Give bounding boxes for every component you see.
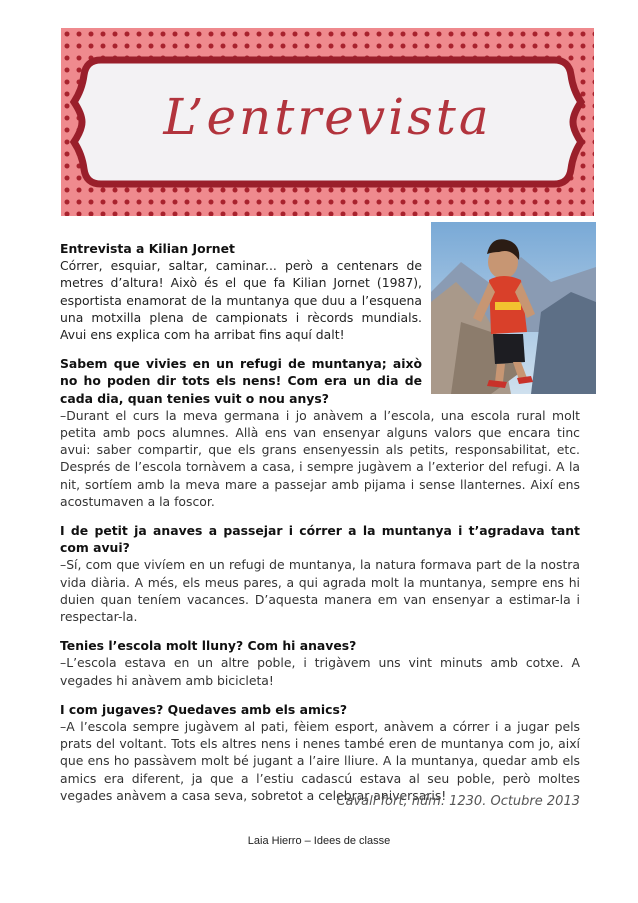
page-footer: Laia Hierro – Idees de classe xyxy=(247,835,391,847)
answer: –A l’escola sempre jugàvem al pati, fèiem esport, anàvem a córrer i a jugar pels prats del voltant. Tots els altres nens i nenes també eren de muntanya com jo, així que ens ho passàvem molt bé jugant a l’aire lliure. A la muntanya, quedar amb els amics era diferent, ja que a l’estiu cadascú estava al seu poble, però moltes vegades anàvem a casa seva, sobretot a celebrar aniversaris! xyxy=(60,719,580,803)
qa-item xyxy=(60,522,580,625)
answer: –L’escola estava en un altre poble, i trigàvem uns vint minuts amb cotxe. A vegades hi anàvem amb bicicleta! xyxy=(60,655,580,688)
title-banner xyxy=(61,28,594,216)
article-heading: Entrevista a Kilian Jornet xyxy=(60,241,235,256)
answer: –Durant el curs la meva germana i jo anàvem a l’escola, una escola rural molt petita amb pocs alumnes. Allà ens van ensenyar alguns valors que encara tinc avui: saber compartir, que els grans ensenyessin als petits, responsabilitat, etc. Després de l’escola tornàvem a casa, i sempre jugàvem a l’exterior del refugi. A la nit, sortíem amb la meva mare a passejar amb pijama i sense llanternes. Així ens acostumaven a la foscor. xyxy=(60,407,580,509)
source-citation: Cavall fort, núm. 1230. Octubre 2013 xyxy=(336,794,580,809)
question: I de petit ja anaves a passejar i córrer a la muntanya i t’agradava tant com avui? xyxy=(60,523,580,556)
intro-section xyxy=(60,240,422,343)
page-title: L’entrevista xyxy=(163,88,492,146)
qa-item xyxy=(60,355,580,510)
article-body xyxy=(60,240,580,804)
question: Tenies l’escola molt lluny? Com hi anaves? xyxy=(60,638,357,654)
qa-item xyxy=(60,701,580,804)
intro-text: Córrer, esquiar, saltar, caminar... però a centenars de metres d’altura! Això és el que fa Kilian Jornet (1987), esportista enamorat de la muntanya que duu a l’esquena una motxilla plena de campionats i rècords mundials. Avui ens explica com ha arribat fins aquí dalt! xyxy=(60,258,422,343)
qa-item xyxy=(60,637,580,689)
question: I com jugaves? Quedaves amb els amics? xyxy=(60,701,348,717)
question: Sabem que vivies en un refugi de muntanya; això no ho poden dir tots els nens! Com era un dia de cada dia, quan tenies vuit o nou anys? xyxy=(60,356,422,406)
answer: –Sí, com que vivíem en un refugi de muntanya, la natura formava part de la nostra vida diària. A més, els meus pares, a qui agrada molt la muntanya, sempre ens hi duien quan teníem vacances. D’aquesta manera em van ensenyar a estimar-la i respectar-la. xyxy=(60,557,580,625)
